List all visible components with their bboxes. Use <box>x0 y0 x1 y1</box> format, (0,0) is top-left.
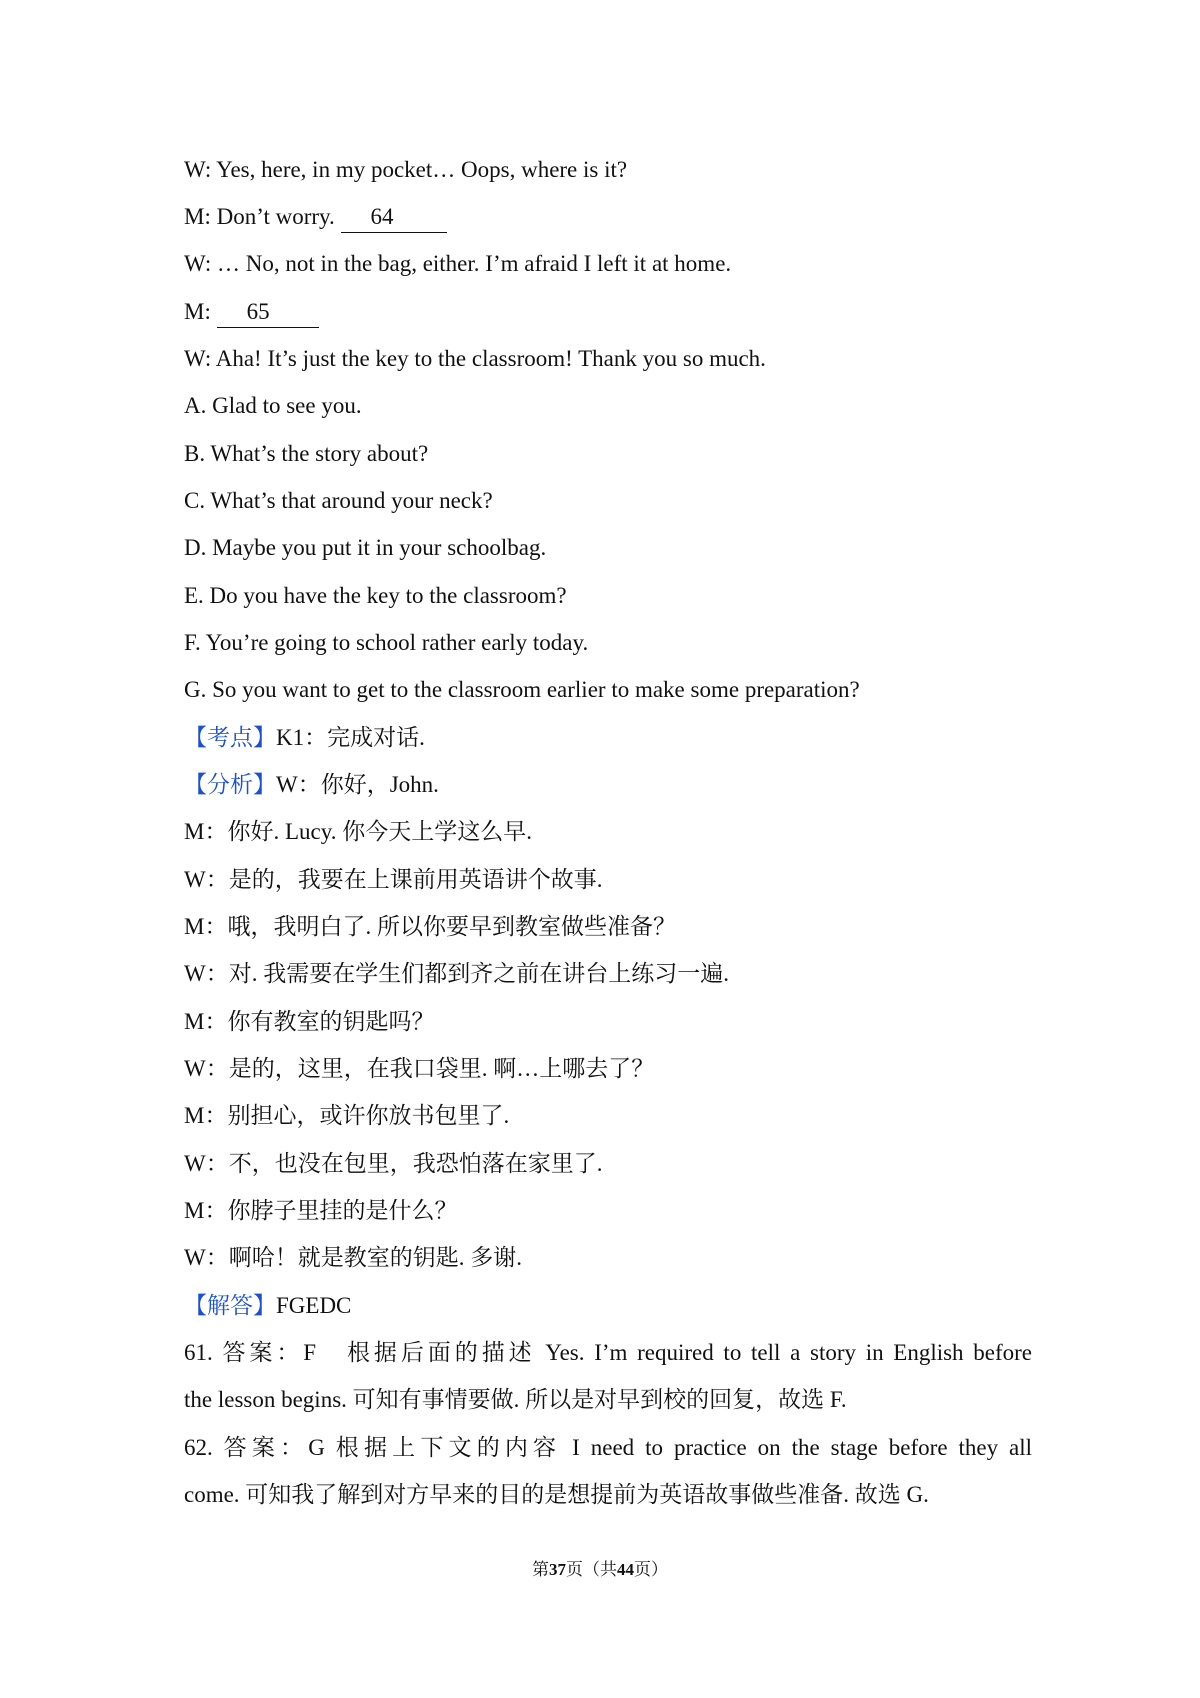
answer-61-line-2: the lesson begins. 可知有事情要做. 所以是对早到校的回复，故选 F. <box>184 1387 847 1412</box>
jieda-line <box>184 1291 1032 1321</box>
dialogue-line-blank-65 <box>184 297 1032 328</box>
translation-line: W：是的，我要在上课前用英语讲个故事. <box>184 867 603 892</box>
answer-62-line-2: come. 可知我了解到对方早来的目的是想提前为英语故事做些准备. 故选 G. <box>184 1482 929 1507</box>
translation-line: W：是的，这里，在我口袋里. 啊…上哪去了？ <box>184 1056 655 1081</box>
dialogue-line: W: … No, not in the bag, either. I’m afraid I left it at home. <box>184 251 732 276</box>
option-g: G. So you want to get to the classroom earlier to make some preparation? <box>184 677 860 702</box>
answer-61-line-1: 61. 答案：F 根据后面的描述 Yes. I’m required to tell a story in English before <box>184 1340 1032 1365</box>
page-footer <box>0 1558 1200 1582</box>
option-f: F. You’re going to school rather early today. <box>184 630 589 655</box>
dialogue-line: W: Yes, here, in my pocket… Oops, where is it? <box>184 157 628 182</box>
fenxi-text: W：你好，John. <box>276 772 439 797</box>
translation-line: W：不，也没在包里，我恐怕落在家里了. <box>184 1151 603 1176</box>
dialogue-prefix: M: <box>184 299 217 324</box>
footer-pre: 第 <box>532 1560 549 1579</box>
option-b: B. What’s the story about? <box>184 441 429 466</box>
option-a: A. Glad to see you. <box>184 393 362 418</box>
footer-mid: 页（共 <box>566 1560 617 1579</box>
footer-total-pages: 44 <box>617 1560 634 1579</box>
answer-blank: 65 <box>217 297 319 328</box>
option-d: D. Maybe you put it in your schoolbag. <box>184 535 547 560</box>
kaodian-line <box>184 723 1032 753</box>
jieda-text: FGEDC <box>276 1293 352 1318</box>
dialogue-line-blank-64 <box>184 202 1032 233</box>
translation-line: M：你脖子里挂的是什么？ <box>184 1198 458 1223</box>
option-e: E. Do you have the key to the classroom? <box>184 583 567 608</box>
translation-line: M：别担心，或许你放书包里了. <box>184 1103 510 1128</box>
section-tag-kaodian: 【考点】 <box>184 725 276 750</box>
translation-line: W：啊哈！就是教室的钥匙. 多谢. <box>184 1245 522 1270</box>
translation-line: M：哦，我明白了. 所以你要早到教室做些准备？ <box>184 914 676 939</box>
option-c: C. What’s that around your neck? <box>184 488 493 513</box>
dialogue-prefix: M: Don’t worry. <box>184 204 341 229</box>
translation-line: W：对. 我需要在学生们都到齐之前在讲台上练习一遍. <box>184 961 729 986</box>
section-tag-jieda: 【解答】 <box>184 1293 276 1318</box>
translation-line: M：你有教室的钥匙吗？ <box>184 1009 435 1034</box>
answer-62-line-1: 62. 答案：G 根据上下文的内容 I need to practice on the stage before they all <box>184 1435 1032 1460</box>
kaodian-text: K1：完成对话. <box>276 725 425 750</box>
section-tag-fenxi: 【分析】 <box>184 772 276 797</box>
translation-line: M：你好. Lucy. 你今天上学这么早. <box>184 819 532 844</box>
dialogue-line: W: Aha! It’s just the key to the classroom! Thank you so much. <box>184 346 766 371</box>
answer-blank: 64 <box>341 202 447 233</box>
fenxi-line <box>184 770 1032 800</box>
footer-post: 页） <box>634 1560 668 1579</box>
footer-page-number: 37 <box>549 1560 566 1579</box>
